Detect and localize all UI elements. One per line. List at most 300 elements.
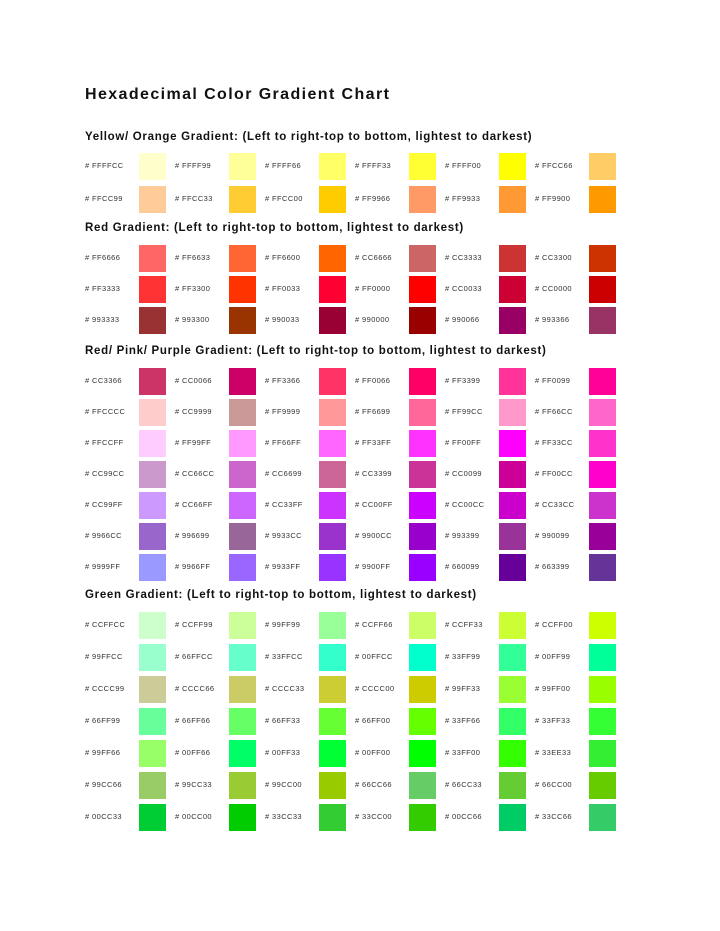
color-cell [355, 461, 445, 489]
hex-code-label: # 9966CC [85, 531, 122, 540]
hex-code-label: # FF99FF [175, 438, 212, 447]
hex-code-label: # 993366 [535, 315, 570, 324]
hex-code-label: # 99FF99 [265, 620, 301, 629]
hex-code-label: # FFCC00 [265, 194, 303, 203]
hex-code-label: # CCCC99 [85, 684, 125, 693]
hex-code-label: # 99CC66 [85, 780, 122, 789]
color-cell [445, 430, 535, 458]
color-swatch [229, 612, 256, 639]
hex-code-label: # FFCC33 [175, 194, 213, 203]
color-swatch [319, 772, 346, 799]
hex-code-label: # CC99CC [85, 469, 125, 478]
hex-code-label: # FF0066 [355, 376, 391, 385]
color-swatch [499, 276, 526, 303]
color-swatch [409, 612, 436, 639]
color-swatch [499, 307, 526, 334]
section-heading: Green Gradient: (Left to right-top to bottom, lightest to darkest) [85, 589, 477, 601]
color-swatch [319, 245, 346, 272]
hex-code-label: # CC99FF [85, 500, 123, 509]
color-swatch [319, 523, 346, 550]
hex-code-label: # FF00FF [445, 438, 482, 447]
color-swatch [229, 492, 256, 519]
hex-code-label: # 99FF33 [445, 684, 481, 693]
color-cell [535, 772, 625, 800]
section-heading: Red/ Pink/ Purple Gradient: (Left to right-top to bottom, lightest to darkest) [85, 345, 547, 357]
color-cell [85, 430, 175, 458]
swatch-row [85, 307, 625, 335]
color-cell [445, 461, 535, 489]
color-cell [175, 523, 265, 551]
hex-code-label: # CC0066 [175, 376, 212, 385]
color-cell [175, 276, 265, 304]
color-swatch [499, 153, 526, 180]
color-cell [535, 612, 625, 640]
hex-code-label: # FF0099 [535, 376, 571, 385]
hex-code-label: # 9933FF [265, 562, 301, 571]
color-cell [175, 368, 265, 396]
color-swatch [319, 153, 346, 180]
color-cell [175, 554, 265, 582]
color-cell [265, 461, 355, 489]
hex-code-label: # 990033 [265, 315, 300, 324]
hex-code-label: # 9900FF [355, 562, 391, 571]
color-cell [265, 644, 355, 672]
hex-code-label: # FF00CC [535, 469, 573, 478]
hex-code-label: # 66CC33 [445, 780, 482, 789]
color-cell [355, 772, 445, 800]
hex-code-label: # 99CC00 [265, 780, 302, 789]
color-swatch [589, 245, 616, 272]
swatch-row [85, 492, 625, 520]
swatch-row [85, 740, 625, 768]
color-swatch [589, 644, 616, 671]
color-cell [265, 430, 355, 458]
color-cell [85, 554, 175, 582]
hex-code-label: # 33EE33 [535, 748, 572, 757]
hex-code-label: # CC3399 [355, 469, 392, 478]
color-swatch [139, 153, 166, 180]
color-cell [535, 186, 625, 214]
hex-code-label: # 33CC33 [265, 812, 302, 821]
color-cell [445, 644, 535, 672]
swatch-row [85, 399, 625, 427]
hex-code-label: # 99FFCC [85, 652, 123, 661]
hex-code-label: # CCFF66 [355, 620, 393, 629]
hex-code-label: # CC33CC [535, 500, 575, 509]
swatch-row [85, 523, 625, 551]
hex-code-label: # CCFF00 [535, 620, 573, 629]
hex-code-label: # 33FFCC [265, 652, 303, 661]
color-swatch [229, 644, 256, 671]
color-cell [265, 740, 355, 768]
color-cell [175, 804, 265, 832]
color-swatch [409, 708, 436, 735]
color-cell [355, 676, 445, 704]
color-cell [535, 307, 625, 335]
color-swatch [409, 461, 436, 488]
color-swatch [499, 708, 526, 735]
hex-code-label: # FF3399 [445, 376, 481, 385]
color-cell [265, 708, 355, 736]
color-swatch [319, 430, 346, 457]
hex-code-label: # FFFF66 [265, 161, 302, 170]
color-swatch [589, 368, 616, 395]
color-cell [265, 612, 355, 640]
color-cell [535, 492, 625, 520]
color-cell [85, 676, 175, 704]
color-swatch [229, 245, 256, 272]
color-swatch [409, 492, 436, 519]
color-cell [355, 644, 445, 672]
color-swatch [139, 772, 166, 799]
swatch-row [85, 612, 625, 640]
color-cell [85, 492, 175, 520]
hex-code-label: # FF9933 [445, 194, 481, 203]
hex-code-label: # 996699 [175, 531, 210, 540]
color-cell [175, 307, 265, 335]
color-cell [265, 554, 355, 582]
hex-code-label: # 33FF33 [535, 716, 571, 725]
color-cell [445, 804, 535, 832]
color-swatch [319, 644, 346, 671]
swatch-row [85, 430, 625, 458]
swatch-row [85, 186, 625, 214]
color-cell [445, 772, 535, 800]
hex-code-label: # 9933CC [265, 531, 302, 540]
color-cell [85, 276, 175, 304]
hex-code-label: # 00FF33 [265, 748, 301, 757]
color-cell [85, 245, 175, 273]
color-cell [445, 186, 535, 214]
swatch-row [85, 276, 625, 304]
hex-code-label: # 993300 [175, 315, 210, 324]
color-swatch [499, 368, 526, 395]
color-cell [535, 644, 625, 672]
color-swatch [319, 368, 346, 395]
color-swatch [409, 523, 436, 550]
color-swatch [409, 676, 436, 703]
color-swatch [589, 612, 616, 639]
color-cell [265, 492, 355, 520]
color-swatch [409, 804, 436, 831]
color-cell [445, 740, 535, 768]
hex-code-label: # FF0000 [355, 284, 391, 293]
color-swatch [139, 554, 166, 581]
hex-code-label: # 990099 [535, 531, 570, 540]
swatch-row [85, 461, 625, 489]
color-cell [85, 708, 175, 736]
color-swatch [229, 153, 256, 180]
color-cell [445, 276, 535, 304]
color-swatch [229, 399, 256, 426]
color-cell [355, 368, 445, 396]
color-swatch [139, 245, 166, 272]
color-swatch [229, 523, 256, 550]
hex-code-label: # 993399 [445, 531, 480, 540]
hex-code-label: # CC3333 [445, 253, 482, 262]
color-cell [535, 554, 625, 582]
color-cell [85, 740, 175, 768]
hex-code-label: # FFCC99 [85, 194, 123, 203]
color-cell [175, 186, 265, 214]
color-cell [445, 554, 535, 582]
color-cell [445, 245, 535, 273]
color-swatch [409, 554, 436, 581]
color-cell [355, 430, 445, 458]
color-swatch [589, 153, 616, 180]
hex-code-label: # CCCC00 [355, 684, 395, 693]
color-cell [265, 307, 355, 335]
color-swatch [589, 186, 616, 213]
hex-code-label: # CC0033 [445, 284, 482, 293]
hex-code-label: # FF9999 [265, 407, 301, 416]
color-swatch [409, 368, 436, 395]
color-cell [355, 492, 445, 520]
color-swatch [229, 276, 256, 303]
color-swatch [499, 461, 526, 488]
color-cell [445, 612, 535, 640]
color-swatch [499, 186, 526, 213]
hex-code-label: # FFCCFF [85, 438, 124, 447]
hex-code-label: # 663399 [535, 562, 570, 571]
color-swatch [229, 676, 256, 703]
color-swatch [319, 708, 346, 735]
color-cell [175, 245, 265, 273]
color-cell [175, 676, 265, 704]
hex-code-label: # FFFF99 [175, 161, 212, 170]
hex-code-label: # FF9966 [355, 194, 391, 203]
hex-code-label: # 990000 [355, 315, 390, 324]
color-swatch [319, 461, 346, 488]
swatch-row [85, 153, 625, 181]
color-swatch [139, 276, 166, 303]
color-swatch [229, 307, 256, 334]
hex-code-label: # FF3366 [265, 376, 301, 385]
color-cell [355, 612, 445, 640]
section-heading: Red Gradient: (Left to right-top to bottom, lightest to darkest) [85, 222, 464, 234]
color-cell [265, 523, 355, 551]
color-cell [265, 804, 355, 832]
color-swatch [499, 740, 526, 767]
color-cell [535, 740, 625, 768]
color-swatch [319, 740, 346, 767]
hex-code-label: # CC0099 [445, 469, 482, 478]
color-swatch [589, 492, 616, 519]
hex-code-label: # FFCC66 [535, 161, 573, 170]
color-swatch [409, 307, 436, 334]
hex-code-label: # 66FF33 [265, 716, 301, 725]
hex-code-label: # 00CC00 [175, 812, 212, 821]
hex-code-label: # FF99CC [445, 407, 483, 416]
color-swatch [139, 399, 166, 426]
color-swatch [589, 430, 616, 457]
color-swatch [589, 461, 616, 488]
color-swatch [409, 644, 436, 671]
hex-code-label: # 00CC66 [445, 812, 482, 821]
color-cell [265, 399, 355, 427]
color-swatch [319, 612, 346, 639]
color-swatch [409, 430, 436, 457]
hex-code-label: # CCCC66 [175, 684, 215, 693]
color-swatch [499, 612, 526, 639]
color-cell [175, 461, 265, 489]
hex-code-label: # CC6699 [265, 469, 302, 478]
color-swatch [229, 740, 256, 767]
hex-code-label: # 00FFCC [355, 652, 393, 661]
color-cell [535, 708, 625, 736]
hex-code-label: # 00FF00 [355, 748, 391, 757]
hex-code-label: # CCFF99 [175, 620, 213, 629]
color-cell [355, 245, 445, 273]
color-cell [445, 399, 535, 427]
color-swatch [589, 399, 616, 426]
color-cell [85, 368, 175, 396]
hex-code-label: # 00CC33 [85, 812, 122, 821]
color-cell [85, 186, 175, 214]
color-swatch [319, 804, 346, 831]
color-cell [175, 153, 265, 181]
hex-code-label: # 33FF66 [445, 716, 481, 725]
color-cell [265, 276, 355, 304]
color-swatch [139, 804, 166, 831]
color-swatch [589, 740, 616, 767]
color-swatch [409, 245, 436, 272]
hex-code-label: # CCFFCC [85, 620, 126, 629]
hex-code-label: # 66FF66 [175, 716, 211, 725]
hex-code-label: # FF3333 [85, 284, 121, 293]
swatch-row [85, 772, 625, 800]
section-heading: Yellow/ Orange Gradient: (Left to right-top to bottom, lightest to darkest) [85, 131, 533, 143]
color-swatch [589, 523, 616, 550]
color-swatch [589, 676, 616, 703]
hex-code-label: # FF6699 [355, 407, 391, 416]
swatch-row [85, 554, 625, 582]
color-cell [535, 523, 625, 551]
hex-code-label: # 00FF99 [535, 652, 571, 661]
color-cell [445, 153, 535, 181]
hex-code-label: # CC6666 [355, 253, 392, 262]
hex-code-label: # 99FF00 [535, 684, 571, 693]
color-swatch [319, 186, 346, 213]
color-cell [355, 307, 445, 335]
color-swatch [139, 523, 166, 550]
color-swatch [229, 368, 256, 395]
color-cell [535, 276, 625, 304]
color-swatch [409, 399, 436, 426]
color-cell [445, 523, 535, 551]
color-cell [265, 186, 355, 214]
color-cell [535, 368, 625, 396]
color-cell [85, 399, 175, 427]
color-cell [85, 804, 175, 832]
color-cell [535, 245, 625, 273]
color-swatch [499, 399, 526, 426]
color-cell [355, 153, 445, 181]
hex-code-label: # 00FF66 [175, 748, 211, 757]
hex-code-label: # FFFFCC [85, 161, 124, 170]
color-cell [85, 307, 175, 335]
color-cell [265, 245, 355, 273]
color-swatch [139, 740, 166, 767]
hex-code-label: # FFFF00 [445, 161, 482, 170]
color-cell [355, 276, 445, 304]
color-swatch [229, 772, 256, 799]
hex-code-label: # 9966FF [175, 562, 211, 571]
hex-code-label: # FF6666 [85, 253, 121, 262]
hex-code-label: # 66FF00 [355, 716, 391, 725]
color-swatch [139, 676, 166, 703]
color-cell [355, 804, 445, 832]
color-cell [445, 307, 535, 335]
hex-code-label: # CC3366 [85, 376, 122, 385]
color-cell [175, 399, 265, 427]
swatch-row [85, 676, 625, 704]
hex-code-label: # CC66CC [175, 469, 215, 478]
color-swatch [409, 153, 436, 180]
color-swatch [139, 186, 166, 213]
hex-code-label: # 33FF99 [445, 652, 481, 661]
color-cell [355, 523, 445, 551]
hex-code-label: # 33CC00 [355, 812, 392, 821]
hex-code-label: # 99CC33 [175, 780, 212, 789]
color-cell [265, 368, 355, 396]
color-cell [175, 740, 265, 768]
hex-code-label: # FF9900 [535, 194, 571, 203]
hex-code-label: # 66FF99 [85, 716, 121, 725]
swatch-row [85, 245, 625, 273]
hex-code-label: # CC9999 [175, 407, 212, 416]
color-swatch [319, 676, 346, 703]
color-cell [355, 708, 445, 736]
color-swatch [229, 708, 256, 735]
color-swatch [499, 676, 526, 703]
color-cell [175, 644, 265, 672]
hex-code-label: # 33FF00 [445, 748, 481, 757]
color-swatch [229, 430, 256, 457]
hex-code-label: # 660099 [445, 562, 480, 571]
color-cell [445, 492, 535, 520]
color-swatch [139, 612, 166, 639]
hex-code-label: # 66CC00 [535, 780, 572, 789]
page-title: Hexadecimal Color Gradient Chart [85, 86, 391, 103]
hex-code-label: # FF6633 [175, 253, 211, 262]
color-cell [175, 612, 265, 640]
hex-code-label: # CCFF33 [445, 620, 483, 629]
hex-code-label: # FFCCCC [85, 407, 126, 416]
hex-code-label: # 993333 [85, 315, 120, 324]
hex-code-label: # 66CC66 [355, 780, 392, 789]
color-swatch [229, 804, 256, 831]
color-swatch [499, 430, 526, 457]
swatch-row [85, 708, 625, 736]
color-swatch [229, 461, 256, 488]
color-swatch [139, 430, 166, 457]
color-swatch [319, 276, 346, 303]
color-cell [85, 644, 175, 672]
hex-code-label: # 990066 [445, 315, 480, 324]
color-swatch [139, 307, 166, 334]
color-cell [85, 612, 175, 640]
color-swatch [229, 186, 256, 213]
color-swatch [139, 368, 166, 395]
color-swatch [229, 554, 256, 581]
color-cell [85, 461, 175, 489]
color-swatch [589, 554, 616, 581]
color-swatch [319, 307, 346, 334]
swatch-row [85, 368, 625, 396]
color-swatch [499, 492, 526, 519]
swatch-row [85, 644, 625, 672]
